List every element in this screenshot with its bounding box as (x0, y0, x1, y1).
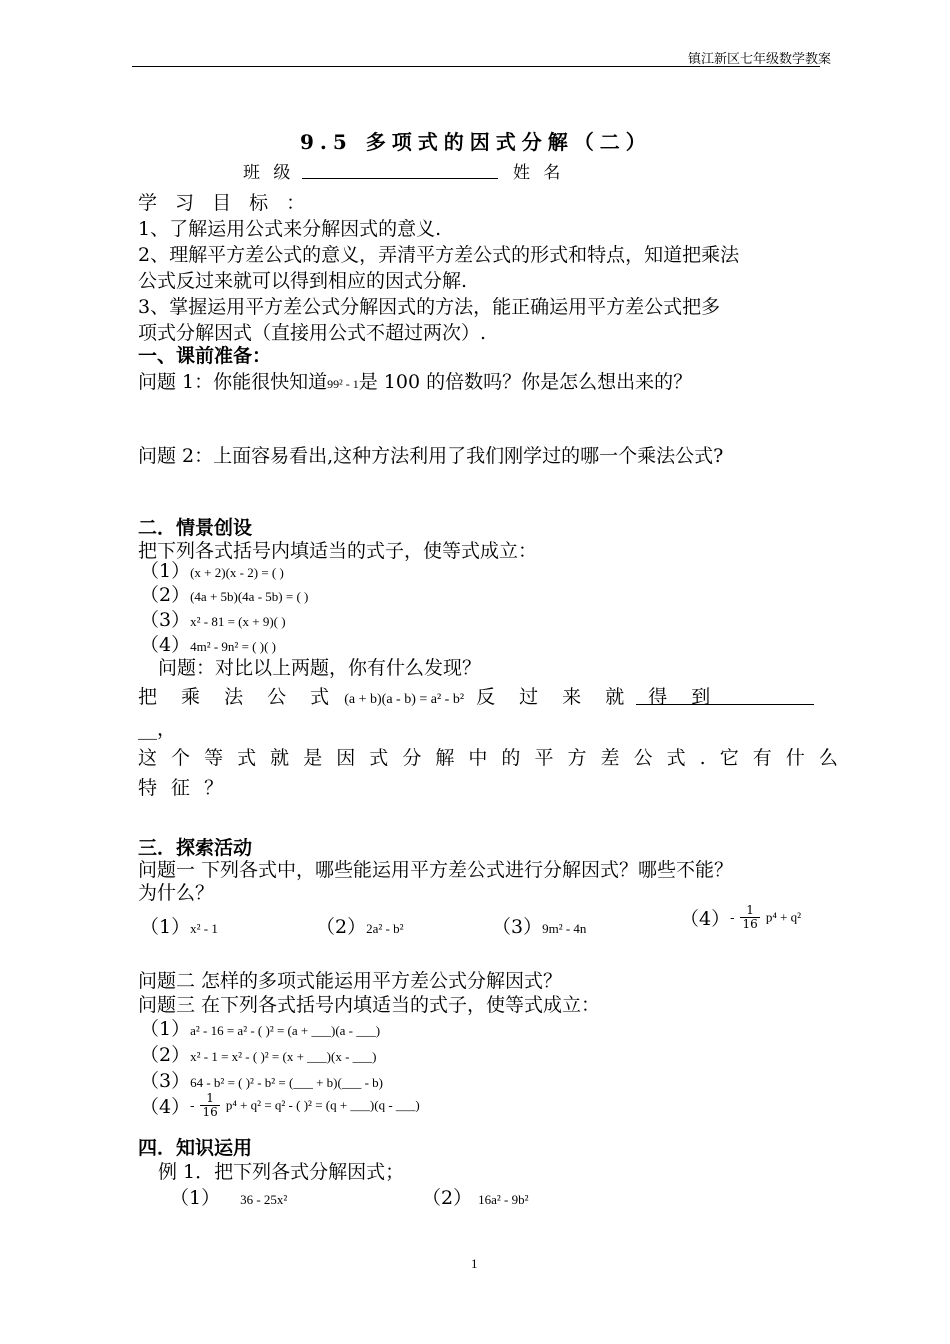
fill-item-2-num: （2） (140, 584, 191, 606)
formula-blank (636, 704, 814, 705)
objective-1: 1、了解运用公式来分解因式的意义. (138, 218, 442, 240)
example-item-2-num: （2） (422, 1187, 473, 1209)
fill2-item-4-num: （4） (140, 1096, 191, 1118)
choice-3-expr: 9m² - 4n (542, 921, 587, 936)
example-1: 例 1．把下列各式分解因式； (158, 1161, 405, 1183)
fill2-item-2-num: （2） (140, 1044, 191, 1066)
fill2-item-4-sign: - (190, 1097, 195, 1113)
class-label: 班 级 (243, 163, 295, 183)
section3-heading: 三．探索活动 (138, 837, 253, 859)
example-item-1 (170, 1183, 287, 1210)
question-1-pre: 问题 1：你能很快知道 (138, 371, 328, 393)
problem-1b: 为什么？ (138, 882, 215, 904)
choice-4-sign: - (730, 909, 735, 925)
objective-3b: 项式分解因式（直接用公式不超过两次）. (138, 322, 487, 344)
choice-4-frac-den: 16 (742, 917, 758, 931)
choice-1-expr: x² - 1 (190, 921, 218, 936)
fill2-item-4-frac-den: 16 (202, 1105, 218, 1119)
formula-post: 反 过 来 就 得 到 (476, 686, 720, 708)
choice-3 (492, 912, 586, 939)
choice-2-expr: 2a² - b² (366, 921, 404, 936)
question-1-math: 99² - 1 (327, 377, 359, 391)
fill2-item-3-num: （3） (140, 1070, 191, 1092)
class-blank (302, 178, 498, 179)
example-item-2-expr: 16a² - 9b² (478, 1192, 529, 1207)
example-item-1-expr: 36 - 25x² (240, 1192, 288, 1207)
name-label: 姓 名 (513, 163, 565, 183)
fill2-item-3 (140, 1066, 383, 1093)
fill2-item-2-expr: x² - 1 = x² - ( )² = (x + ___)(x - ___) (190, 1049, 377, 1064)
question-2: 问题 2：上面容易看出,这种方法利用了我们刚学过的哪一个乘法公式? (138, 445, 724, 467)
choice-4-num: （4） (680, 908, 731, 930)
formula-pre: 把 乘 法 公 式 (138, 686, 339, 708)
choice-2-num: （2） (316, 916, 367, 938)
fill-item-2 (140, 580, 308, 607)
problem-3: 问题三 在下列各式括号内填适当的式子，使等式成立： (138, 994, 601, 1016)
fill2-item-4 (140, 1092, 420, 1119)
choice-1-num: （1） (140, 916, 191, 938)
fill2-item-2 (140, 1040, 377, 1067)
question-1 (138, 367, 692, 394)
choice-4-fraction (740, 904, 759, 931)
formula-line (138, 682, 719, 709)
feature-line-1: 这 个 等 式 就 是 因 式 分 解 中 的 平 方 差 公 式 . 它 有 什 么 (138, 747, 842, 769)
choice-2 (316, 912, 404, 939)
header-school: 镇江新区七年级数学教案 (688, 52, 832, 67)
example-item-2 (422, 1183, 529, 1210)
header-rule (132, 66, 820, 67)
fill2-item-4-frac-num: 1 (200, 1092, 219, 1106)
choice-4-frac-num: 1 (740, 904, 759, 918)
compare-question: 问题：对比以上两题，你有什么发现？ (158, 657, 482, 679)
objectives-heading: 学 习 目 标 ： (138, 192, 312, 214)
fill-item-4-num: （4） (140, 634, 191, 656)
fill-item-3 (140, 605, 286, 632)
formula-math: (a + b)(a - b) = a² - b² (344, 692, 465, 707)
fill-item-2-expr: (4a + 5b)(4a - 5b) = ( ) (190, 589, 309, 604)
question-1-post: 是 100 的倍数吗？你是怎么想出来的？ (358, 371, 693, 393)
choice-1 (140, 912, 218, 939)
page-number: 1 (471, 1256, 478, 1271)
section2-heading: 二．情景创设 (138, 517, 253, 539)
section2-intro: 把下列各式括号内填适当的式子，使等式成立： (138, 540, 538, 562)
fill2-item-1-expr: a² - 16 = a² - ( )² = (a + ___)(a - ___) (190, 1023, 381, 1038)
problem-2: 问题二 怎样的多项式能运用平方差公式分解因式？ (138, 970, 563, 992)
objective-2b: 公式反过来就可以得到相应的因式分解. (138, 270, 468, 292)
fill-item-3-num: （3） (140, 609, 191, 631)
fill-item-1 (140, 556, 284, 583)
section1-heading: 一、课前准备： (138, 345, 272, 367)
page-title: 9.5 多项式的因式分解（二） (300, 130, 652, 154)
objective-3a: 3、掌握运用平方差公式分解因式的方法，能正确运用平方差公式把多 (138, 296, 721, 318)
choice-4 (680, 904, 801, 931)
choice-3-num: （3） (492, 916, 543, 938)
feature-line-2: 特 征 ？ (138, 777, 228, 799)
fill-item-1-expr: (x + 2)(x - 2) = ( ) (190, 565, 284, 580)
choice-4-expr: p⁴ + q² (765, 909, 802, 925)
fill2-item-1-num: （1） (140, 1018, 191, 1040)
fill2-item-4-expr: p⁴ + q² = q² - ( )² = (q + ___)(q - ___) (225, 1097, 420, 1113)
fill2-item-3-expr: 64 - b² = ( )² - b² = (___ + b)(___ - b) (190, 1075, 383, 1090)
formula-blank-tail: __， (138, 718, 177, 740)
section4-heading: 四．知识运用 (138, 1137, 253, 1159)
fill-item-4-expr: 4m² - 9n² = ( )( ) (190, 639, 276, 654)
fill2-item-4-fraction (200, 1092, 219, 1119)
objective-2a: 2、理解平方差公式的意义，弄清平方差公式的形式和特点，知道把乘法 (138, 244, 740, 266)
problem-1a: 问题一 下列各式中，哪些能运用平方差公式进行分解因式？哪些不能？ (138, 859, 734, 881)
fill-item-1-num: （1） (140, 560, 191, 582)
example-item-1-num: （1） (170, 1187, 221, 1209)
fill2-item-1 (140, 1014, 380, 1041)
fill-item-3-expr: x² - 81 = (x + 9)( ) (190, 614, 286, 629)
